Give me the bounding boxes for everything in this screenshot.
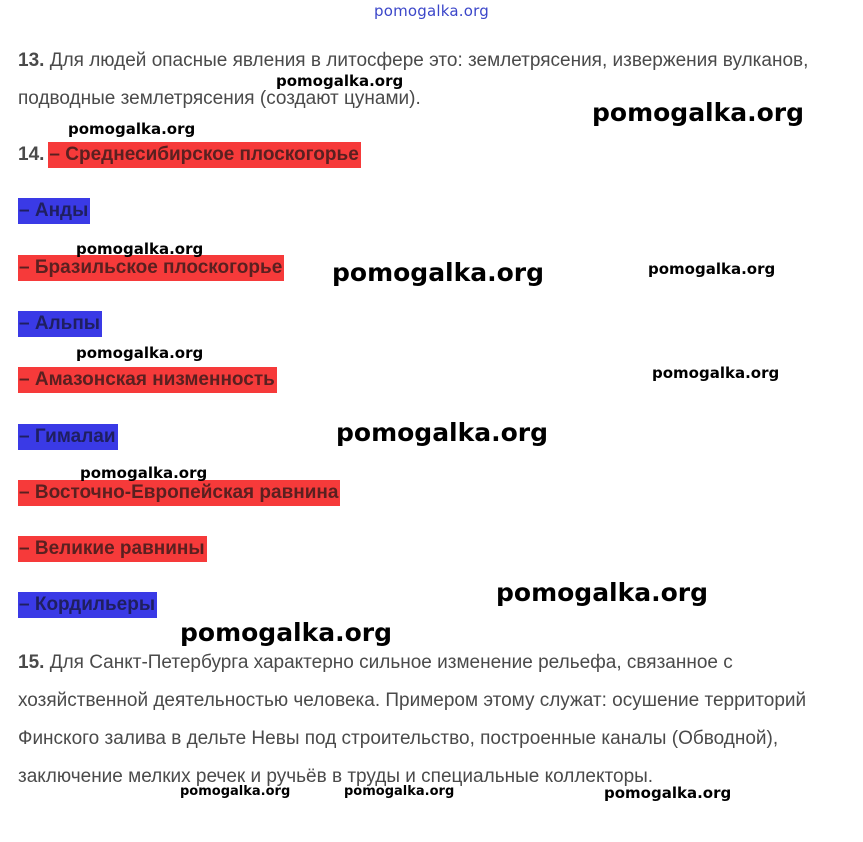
watermark: pomogalka.org xyxy=(180,618,393,647)
site-header-link[interactable]: pomogalka.org xyxy=(374,2,489,20)
list-item-alpy xyxy=(18,311,102,337)
watermark: pomogalka.org xyxy=(180,784,291,799)
watermark: pomogalka.org xyxy=(344,784,455,799)
watermark: pomogalka.org xyxy=(276,72,404,90)
item-label: – Альпы xyxy=(18,311,102,337)
item-label: – Среднесибирское плоскогорье xyxy=(48,142,360,168)
list-item-brazilskoe xyxy=(18,255,284,281)
item-label: – Амазонская низменность xyxy=(18,367,277,393)
watermark: pomogalka.org xyxy=(76,240,204,258)
watermark: pomogalka.org xyxy=(76,344,204,362)
item-label: – Анды xyxy=(18,198,90,224)
list-item-kordilery xyxy=(18,592,157,618)
watermark: pomogalka.org xyxy=(592,98,805,127)
watermark: pomogalka.org xyxy=(604,784,732,802)
question-14-number: 14. xyxy=(18,144,45,165)
question-15-number: 15. xyxy=(18,652,45,673)
list-item-vostochno-evropeiskaya xyxy=(18,480,340,506)
list-item-velikie-ravniny xyxy=(18,536,207,562)
item-label: – Бразильское плоскогорье xyxy=(18,255,284,281)
item-label: – Кордильеры xyxy=(18,592,157,618)
watermark: pomogalka.org xyxy=(80,464,208,482)
list-item-sredne-sibirskoe xyxy=(18,142,361,168)
question-13-text: Для людей опасные явления в литосфере это: землетрясения, извержения вулканов, подводные землетрясения (создают цунами). xyxy=(18,50,809,109)
watermark: pomogalka.org xyxy=(648,260,776,278)
question-13-number: 13. xyxy=(18,50,45,71)
watermark: pomogalka.org xyxy=(68,120,196,138)
item-label: – Гималаи xyxy=(18,424,118,450)
list-item-andy xyxy=(18,198,90,224)
list-item-amazonskaya xyxy=(18,367,277,393)
watermark: pomogalka.org xyxy=(336,418,549,447)
question-15-text: Для Санкт-Петербурга характерно сильное изменение рельефа, связанное с хозяйственной деятельностью человека. Примером этому служат: осушение территорий Финского залива в дельте Невы под строительство, построенные каналы (Обводной), заключение мелких речек и ручьёв в труды и специальные коллекторы. xyxy=(18,652,807,787)
watermark: pomogalka.org xyxy=(652,364,780,382)
question-15-paragraph xyxy=(18,644,848,796)
item-label: – Восточно-Европейская равнина xyxy=(18,480,340,506)
item-label: – Великие равнины xyxy=(18,536,207,562)
watermark: pomogalka.org xyxy=(332,258,545,287)
list-item-gimalai xyxy=(18,424,118,450)
watermark: pomogalka.org xyxy=(496,578,709,607)
